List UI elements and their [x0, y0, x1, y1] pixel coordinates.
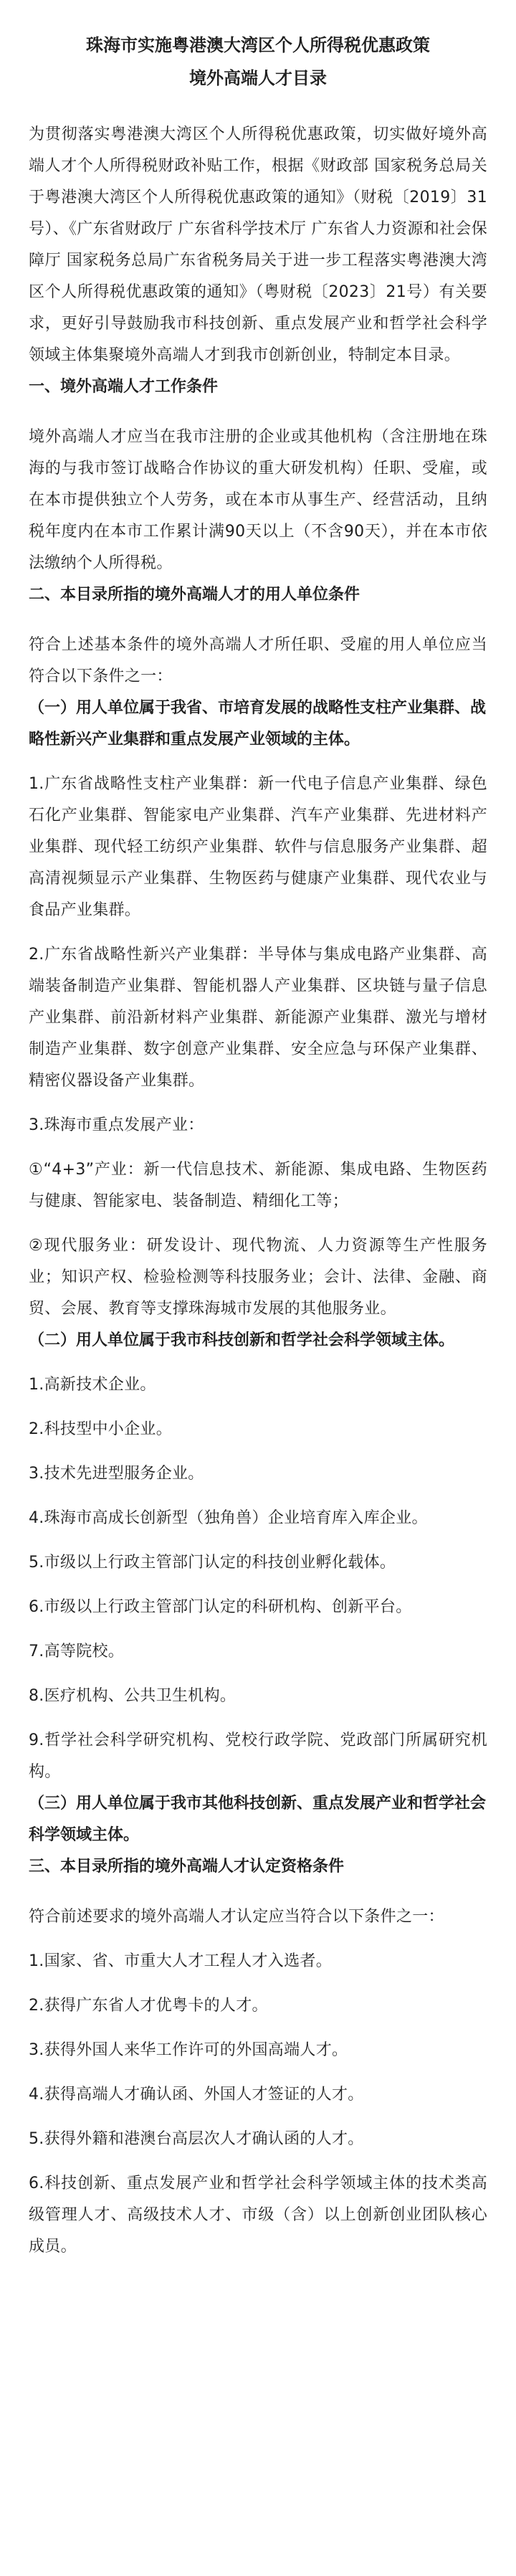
list-item: 6.科技创新、重点发展产业和哲学社会科学领域主体的技术类高级管理人才、高级技术人才、市级（含）以上创新创业团队核心成员。 [29, 2175, 487, 2256]
list-item: 1.国家、省、市重大人才工程人才入选者。 [29, 1952, 332, 1970]
list-item: ①“4+3”产业：新一代信息技术、新能源、集成电路、生物医药与健康、智能家电、装备制造、精细化工等； [29, 1161, 487, 1210]
list-item: 2.广东省战略性新兴产业集群：半导体与集成电路产业集群、高端装备制造产业集群、智能机器人产业集群、区块链与量子信息产业集群、前沿新材料产业集群、新能源产业集群、激光与增材制造产业集群、数字创意产业集群、安全应急与环保产业集群、精密仪器设备产业集群。 [29, 946, 487, 1090]
document-title [29, 29, 487, 95]
list-item: 1.高新技术企业。 [29, 1376, 156, 1394]
list-item: 2.科技型中小企业。 [29, 1420, 172, 1438]
intro-paragraph: 为贯彻落实粤港澳大湾区个人所得税优惠政策，切实做好境外高端人才个人所得税财政补贴工作，根据《财政部 国家税务总局关于粤港澳大湾区个人所得税优惠政策的通知》（财税〔2019〕31号）、《广东省财政厅 广东省科学技术厅 广东省人力资源和社会保障厅 国家税务总局广东省税务局关于进一步工程落实粤港澳大湾区个人所得税优惠政策的通知》（粤财税〔2023〕21号）有关要求，更好引导鼓励我市科技创新、重点发展产业和哲学社会科学领域主体集聚境外高端人才到我市创新创业，特制定本目录。 [29, 125, 487, 364]
list-item: 5.市级以上行政主管部门认定的科技创业孵化载体。 [29, 1554, 396, 1572]
list-item: 6.市级以上行政主管部门认定的科研机构、创新平台。 [29, 1598, 412, 1616]
list-item: 1.广东省战略性支柱产业集群：新一代电子信息产业集群、绿色石化产业集群、智能家电产业集群、汽车产业集群、先进材料产业集群、现代轻工纺织产业集群、软件与信息服务产业集群、超高清视频显示产业集群、生物医药与健康产业集群、现代农业与食品产业集群。 [29, 775, 487, 919]
section-2-sub-2-heading: （二）用人单位属于我市科技创新和哲学社会科学领域主体。 [29, 1331, 455, 1349]
list-item: 8.医疗机构、公共卫生机构。 [29, 1687, 236, 1705]
list-item: ②现代服务业：研发设计、现代物流、人力资源等生产性服务业；知识产权、检验检测等科技服务业；会计、法律、金融、商贸、会展、教育等支撑珠海城市发展的其他服务业。 [29, 1237, 487, 1318]
list-item: 9.哲学社会科学研究机构、党校行政学院、党政部门所属研究机构。 [29, 1731, 487, 1781]
list-item: 3.珠海市重点发展产业： [29, 1116, 204, 1134]
list-item: 3.获得外国人来华工作许可的外国高端人才。 [29, 2041, 348, 2059]
section-2-sub-1-heading: （一）用人单位属于我省、市培育发展的战略性支柱产业集群、战略性新兴产业集群和重点发展产业领域的主体。 [29, 699, 487, 748]
section-1-body: 境外高端人才应当在我市注册的企业或其他机构（含注册地在珠海的与我市签订战略合作协议的重大研发机构）任职、受雇，或在本市提供独立个人劳务，或在本市从事生产、经营活动，且纳税年度内在本市工作累计满90天以上（不含90天），并在本市依法缴纳个人所得税。 [29, 428, 487, 572]
list-item: 4.珠海市高成长创新型（独角兽）企业培育库入库企业。 [29, 1509, 428, 1527]
section-3-intro: 符合前述要求的境外高端人才认定应当符合以下条件之一： [29, 1908, 444, 1926]
section-2-intro: 符合上述基本条件的境外高端人才所任职、受雇的用人单位应当符合以下条件之一： [29, 636, 487, 685]
section-3-heading: 三、本目录所指的境外高端人才认定资格条件 [29, 1858, 345, 1876]
section-2-heading: 二、本目录所指的境外高端人才的用人单位条件 [29, 586, 360, 604]
title-line-2: 境外高端人才目录 [189, 68, 327, 88]
list-item: 7.高等院校。 [29, 1643, 125, 1660]
list-item: 5.获得外籍和港澳台高层次人才确认函的人才。 [29, 2130, 364, 2148]
list-item: 3.技术先进型服务企业。 [29, 1465, 204, 1483]
title-line-1: 珠海市实施粤港澳大湾区个人所得税优惠政策 [86, 35, 430, 55]
section-1-heading: 一、境外高端人才工作条件 [29, 378, 219, 396]
section-2-sub-3-heading: （三）用人单位属于我市其他科技创新、重点发展产业和哲学社会科学领域主体。 [29, 1795, 487, 1844]
list-item: 4.获得高端人才确认函、外国人才签证的人才。 [29, 2086, 364, 2104]
list-item: 2.获得广东省人才优粤卡的人才。 [29, 1997, 268, 2015]
